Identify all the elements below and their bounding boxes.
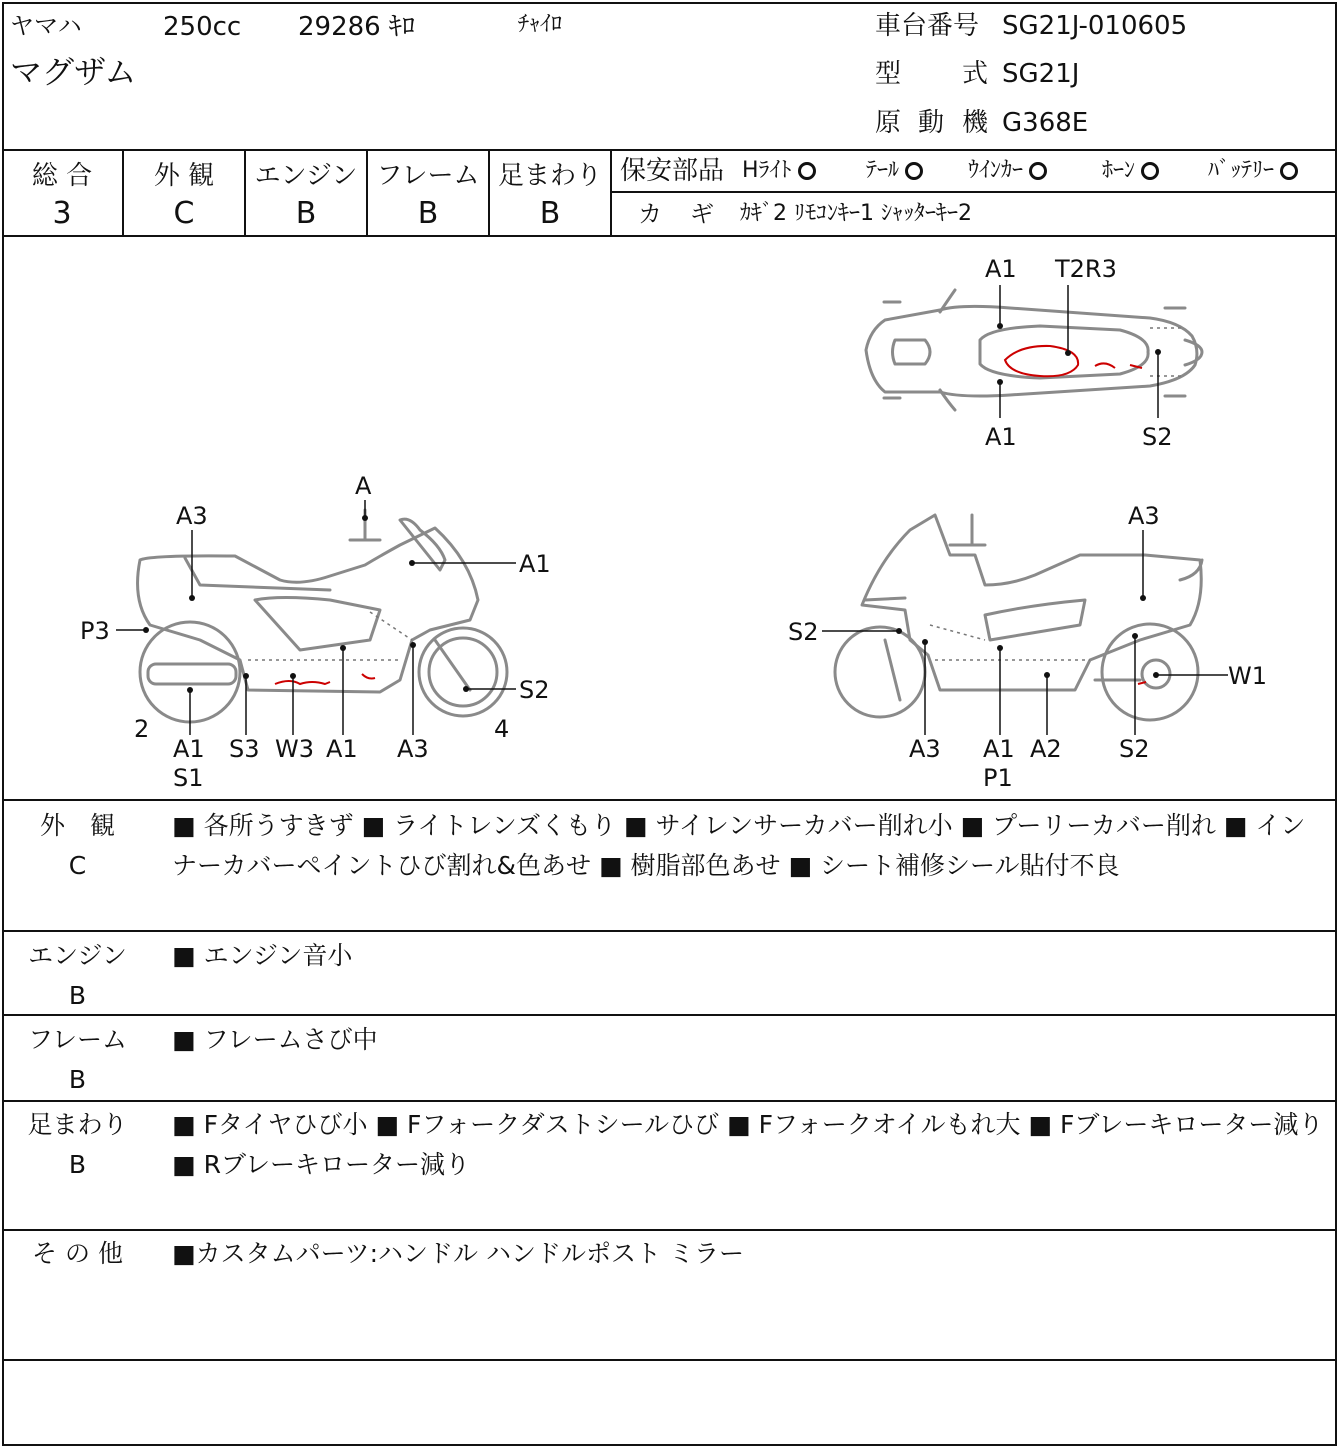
ok-circle-icon bbox=[1280, 162, 1298, 180]
top-view-scooter bbox=[866, 290, 1202, 410]
type-label-1: 型 bbox=[875, 59, 902, 89]
safety-item-horn: ﾎｰﾝ bbox=[1102, 160, 1159, 182]
engine-label-2: 動 bbox=[918, 108, 945, 138]
model-name: マグザム bbox=[10, 53, 137, 91]
label-right-bottom-p1: P1 bbox=[983, 764, 1013, 792]
label-top-t2r3: T2R3 bbox=[1055, 255, 1117, 283]
label-left-2: 2 bbox=[134, 715, 150, 743]
section-text-other: ■カスタムパーツ:ハンドル ハンドルポスト ミラー bbox=[172, 1239, 744, 1268]
label-left-a1: A1 bbox=[519, 550, 551, 578]
right-side-scooter bbox=[835, 515, 1202, 720]
keys-label-1: カ bbox=[638, 200, 662, 228]
safety-item-tail: ﾃｰﾙ bbox=[866, 160, 923, 182]
label-left-a3-top: A3 bbox=[176, 502, 208, 530]
label-right-bottom-a3: A3 bbox=[909, 735, 941, 763]
section-text-exterior: ■ 各所うすきず ■ ライトレンズくもり ■ サイレンサーカバー削れ小 ■ プーリーカバー削れ ■ インナーカバーペイントひび割れ&色あせ ■ 樹脂部色あせ ■ シート補修シール貼付不良 bbox=[172, 811, 1306, 880]
grade-value-overall: 3 bbox=[52, 196, 72, 231]
label-top-a1-bottom: A1 bbox=[985, 423, 1017, 451]
divider bbox=[2, 149, 1337, 151]
maker: ヤマハ bbox=[10, 12, 82, 40]
label-right-s2: S2 bbox=[788, 618, 819, 646]
engine-value: G368E bbox=[1002, 108, 1089, 138]
label-top-s2: S2 bbox=[1142, 423, 1173, 451]
section-label-exterior: 外 観 C bbox=[39, 811, 115, 880]
keys-value: ｶｷﾞ2 ﾘﾓｺﾝｷｰ1 ｼｬｯﾀｰｷｰ2 bbox=[740, 201, 972, 226]
safety-item-winker: ｳｲﾝｶｰ bbox=[968, 160, 1047, 182]
type-label-2: 式 bbox=[962, 59, 989, 89]
grade-value-engine: B bbox=[295, 196, 317, 231]
divider bbox=[2, 1100, 1337, 1102]
engine-label-1: 原 bbox=[875, 108, 902, 138]
grade-label-suspension: 足まわり bbox=[497, 161, 602, 191]
safety-item-headlight: Hﾗｲﾄ bbox=[742, 160, 816, 182]
label-right-a3-top: A3 bbox=[1128, 502, 1160, 530]
label-left-a: A bbox=[355, 472, 372, 500]
section-label-other: そ の 他 bbox=[32, 1239, 123, 1268]
section-label-suspension: 足まわり B bbox=[27, 1110, 128, 1179]
label-right-w1: W1 bbox=[1228, 662, 1267, 690]
label-left-bottom-w3: W3 bbox=[275, 735, 314, 763]
label-left-bottom-s1: S1 bbox=[173, 764, 204, 792]
displacement: 250cc bbox=[163, 12, 242, 42]
divider bbox=[2, 930, 1337, 932]
ok-circle-icon bbox=[1029, 162, 1047, 180]
label-left-bottom-a1: A1 bbox=[173, 735, 205, 763]
section-label-frame: フレーム B bbox=[27, 1025, 127, 1094]
label-right-bottom-a1: A1 bbox=[983, 735, 1015, 763]
grade-value-suspension: B bbox=[539, 196, 561, 231]
ok-circle-icon bbox=[798, 162, 816, 180]
section-label-engine: エンジン B bbox=[28, 941, 127, 1010]
divider bbox=[2, 1359, 1337, 1361]
section-text-engine: ■ エンジン音小 bbox=[172, 941, 353, 970]
frame-no: SG21J-010605 bbox=[1002, 11, 1188, 41]
label-left-p3: P3 bbox=[80, 617, 110, 645]
divider bbox=[2, 799, 1337, 801]
label-top-a1: A1 bbox=[985, 255, 1017, 283]
grade-label-exterior: 外 観 bbox=[153, 161, 215, 191]
grade-value-frame: B bbox=[417, 196, 439, 231]
frame-no-label: 車台番号 bbox=[875, 11, 980, 41]
grade-label-engine: エンジン bbox=[254, 161, 358, 191]
label-left-bottom-s3: S3 bbox=[229, 735, 260, 763]
label-right-bottom-a2: A2 bbox=[1030, 735, 1062, 763]
engine-label-3: 機 bbox=[962, 108, 989, 138]
ok-circle-icon bbox=[905, 162, 923, 180]
section-text-frame: ■ フレームさび中 bbox=[172, 1025, 378, 1054]
ok-circle-icon bbox=[1141, 162, 1159, 180]
grade-label-frame: フレーム bbox=[376, 161, 480, 191]
section-text-suspension: ■ Fタイヤひび小 ■ Fフォークダストシールひび ■ Fフォークオイルもれ大 ■ Fブレーキローター減り ■ Rブレーキローター減り bbox=[172, 1110, 1324, 1179]
damage-diagram bbox=[0, 237, 1341, 800]
label-left-4: 4 bbox=[494, 715, 510, 743]
color: ﾁｬｲﾛ bbox=[518, 12, 563, 37]
divider bbox=[2, 1229, 1337, 1231]
grade-value-exterior: C bbox=[173, 196, 195, 231]
safety-item-battery: ﾊﾞｯﾃﾘｰ bbox=[1208, 160, 1298, 182]
divider bbox=[2, 1014, 1337, 1016]
label-left-bottom-a1b: A1 bbox=[326, 735, 358, 763]
divider bbox=[610, 149, 612, 237]
type-value: SG21J bbox=[1002, 59, 1080, 89]
label-right-bottom-s2: S2 bbox=[1119, 735, 1150, 763]
label-left-s2: S2 bbox=[519, 676, 550, 704]
keys-label-2: ギ bbox=[690, 200, 714, 228]
mileage: 29286 ｷﾛ bbox=[298, 12, 415, 42]
grade-label-overall: 総 合 bbox=[31, 161, 93, 191]
safety-label: 保安部品 bbox=[620, 156, 725, 186]
label-left-bottom-a3: A3 bbox=[397, 735, 429, 763]
divider bbox=[612, 191, 1337, 193]
